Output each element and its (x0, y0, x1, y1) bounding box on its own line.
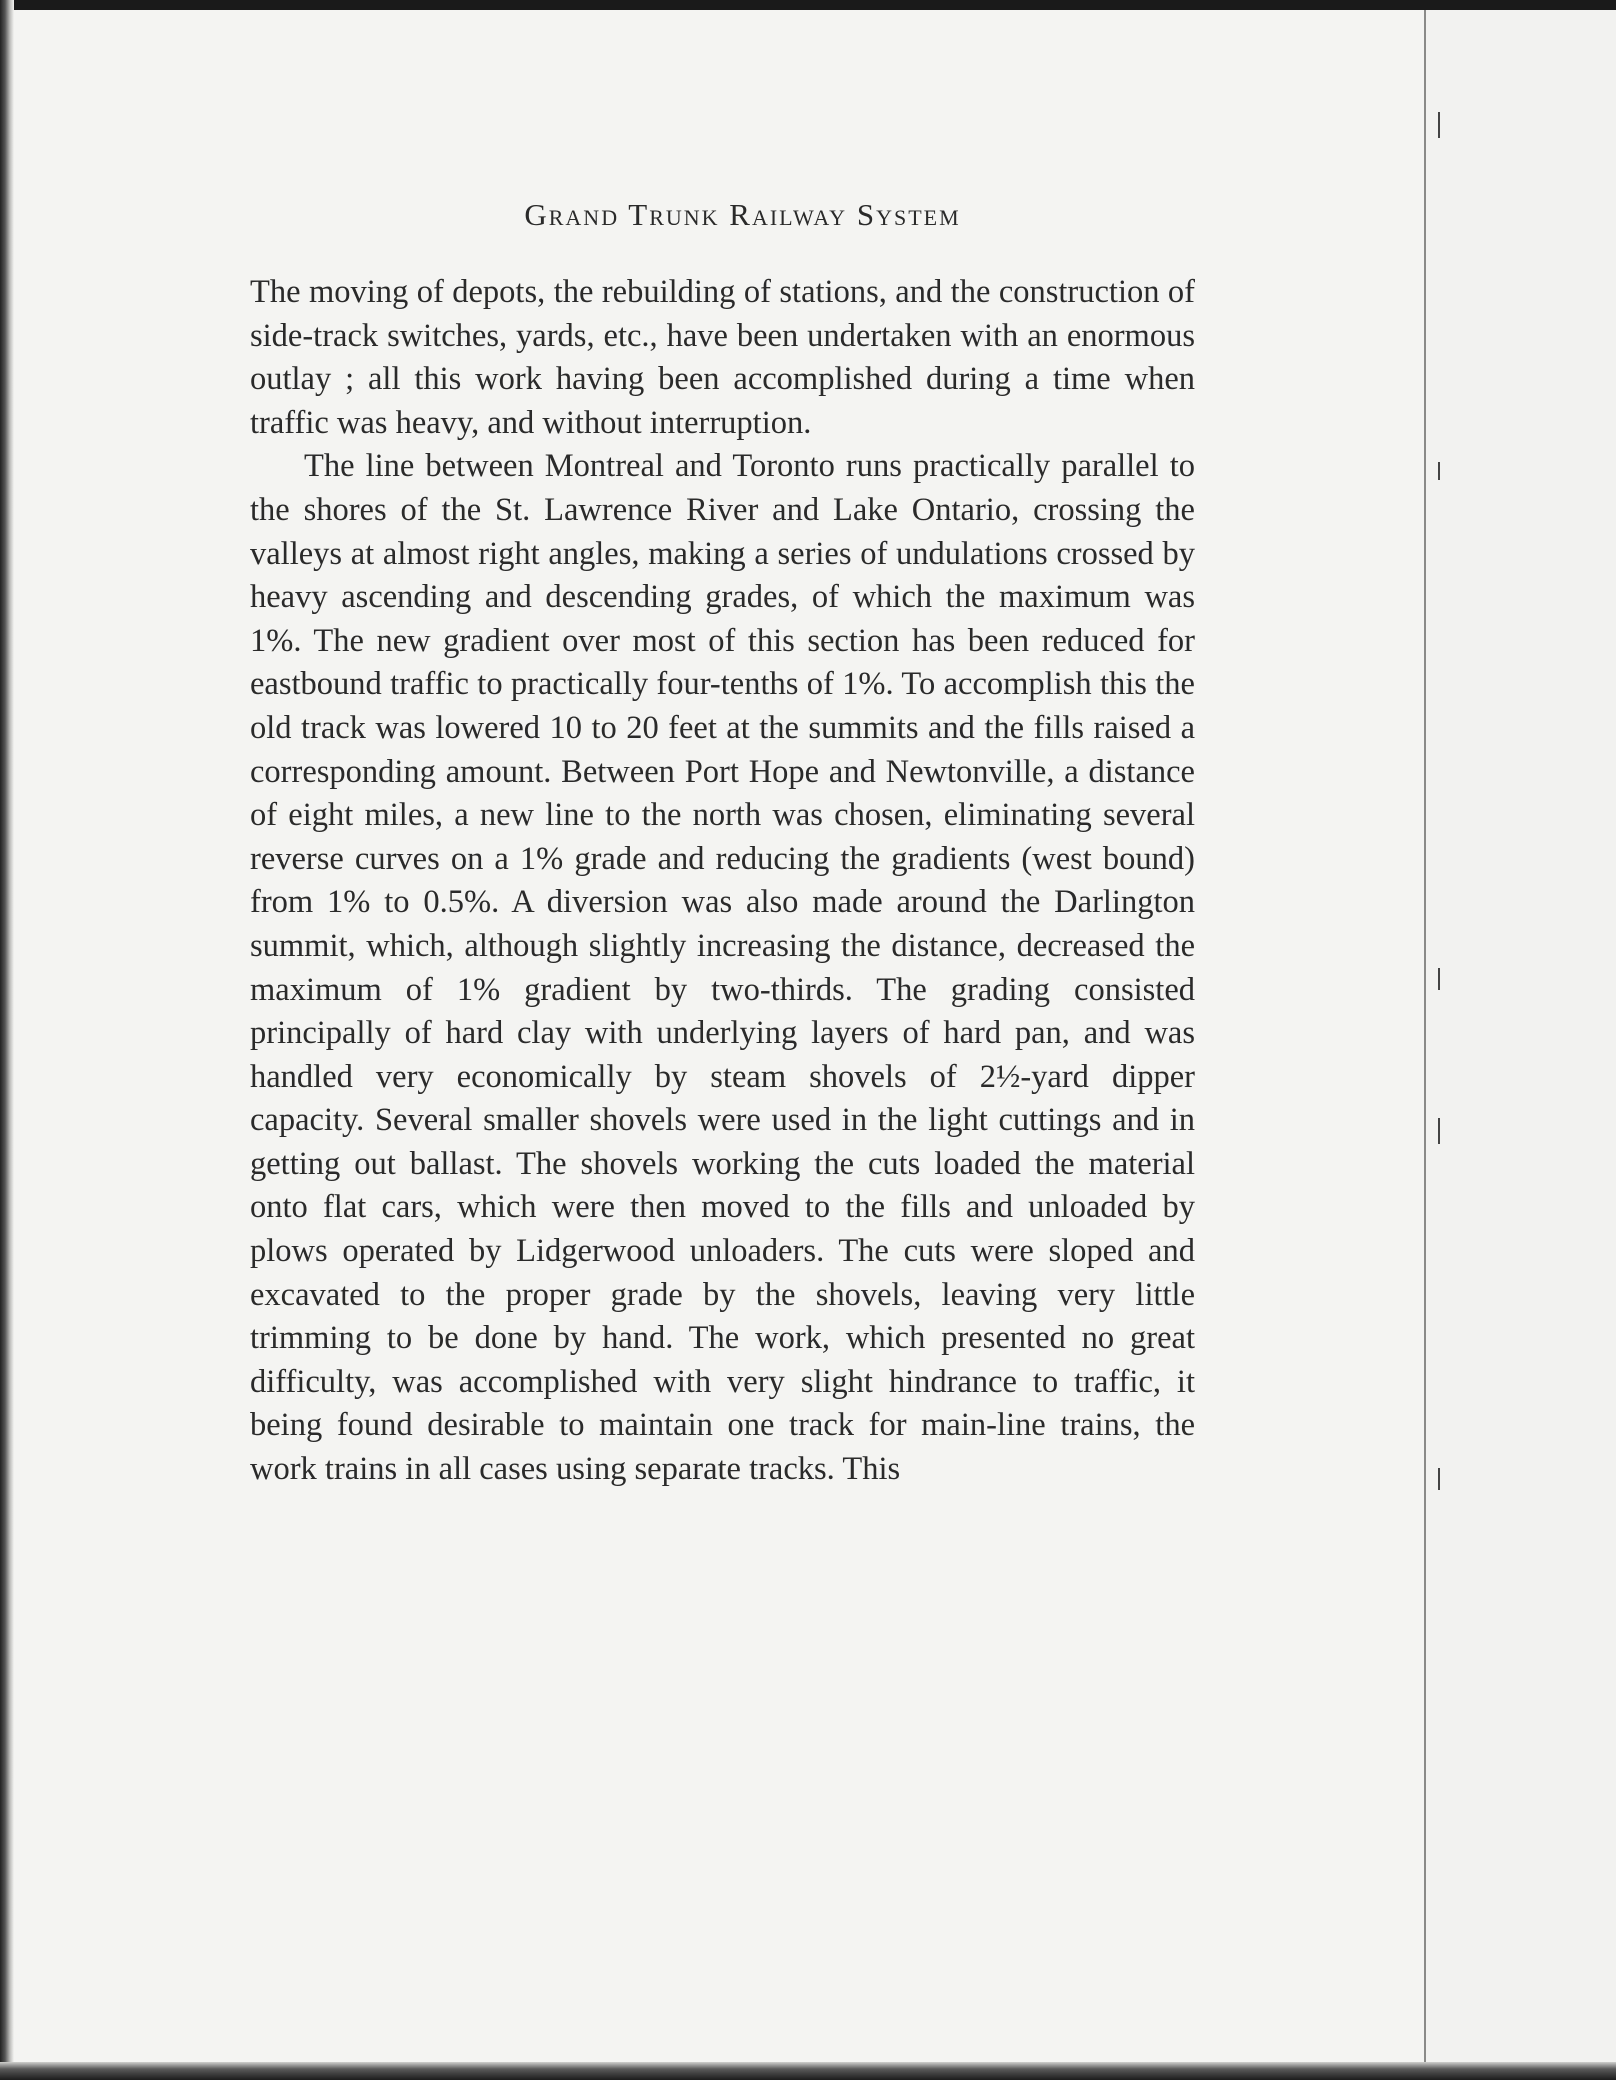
facing-page-mark (1438, 1468, 1440, 1490)
facing-page-mark (1438, 1118, 1440, 1144)
facing-page-mark (1438, 462, 1440, 480)
scan-top-border (0, 0, 1616, 10)
body-paragraph: The moving of depots, the rebuilding of stations, and the construction of side-track switches, yards, etc., have been undertaken with an enormous outlay ; all this work having been accomplished during a time when traffic was heavy, and without interruption. (250, 274, 1195, 441)
running-head: Grand Trunk Railway System (524, 197, 961, 232)
facing-page-margin (1426, 10, 1616, 2062)
page-content (250, 195, 1195, 1492)
scan-bottom-border (0, 2062, 1616, 2080)
facing-page-mark (1438, 112, 1440, 138)
scan-left-border (0, 0, 14, 2080)
facing-page-mark (1438, 968, 1440, 990)
body-paragraph: The line between Montreal and Toronto runs practically parallel to the shores of the St. Lawrence River and Lake Ontario, crossing the valleys at almost right angles, making a series of undulations crossed by heavy ascending and descending grades, of which the maximum was 1%. The new gradient over most of this section has been reduced for eastbound traffic to practically four-tenths of 1%. To accomplish this the old track was lowered 10 to 20 feet at the summits and the fills raised a corresponding amount. Between Port Hope and Newtonville, a distance of eight miles, a new line to the north was chosen, eliminating several reverse curves on a 1% grade and reducing the gradients (west bound) from 1% to 0.5%. A diversion was also made around the Darlington summit, which, although slightly increasing the distance, decreased the maximum of 1% gradient by two-thirds. The grading consisted principally of hard clay with underlying layers of hard pan, and was handled very economically by steam shovels of 2½-yard dipper capacity. Several smaller shovels were used in the light cuttings and in getting out ballast. The shovels working the cuts loaded the material onto flat cars, which were then moved to the fills and unloaded by plows operated by Lidgerwood unloaders. The cuts were sloped and excavated to the proper grade by the shovels, leaving very little trimming to be done by hand. The work, which presented no great difficulty, was accomplished with very slight hindrance to traffic, it being found desirable to maintain one track for main-line trains, the work trains in all cases using separate tracks. This (250, 448, 1195, 1488)
